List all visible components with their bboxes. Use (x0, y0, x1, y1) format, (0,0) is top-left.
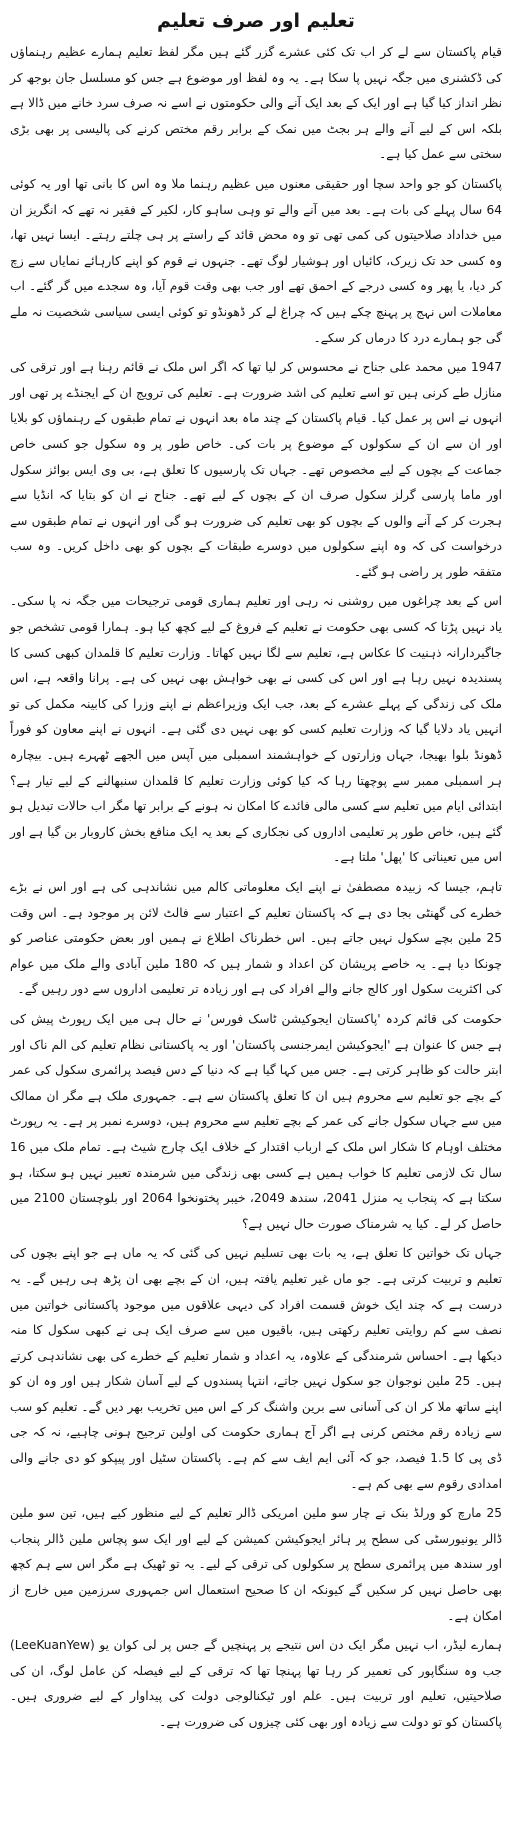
paragraph-5: تاہم، جیسا کہ زبیدہ مصطفیٰ نے اپنے ایک معلوماتی کالم میں نشاندہی کی ہے اور اس نے بڑے خطرے کی گھنٹی بجا دی ہے کہ پاکستان تعلیم کے اعتبار سے فالٹ لائن پر موجود ہے۔ اس وقت 25 ملین بچے سکول نہیں جاتے ہیں۔ اس خطرناک اطلاع نے ہمیں اور بعض حکومتی عناصر کو چونکا دیا ہے۔ یہ خاصے پریشان کن اعداد و شمار ہیں کہ 180 ملین آبادی والے ملک میں عوام کی اکثریت سکول اور کالج جانے والے افراد کی ہے اور زیادہ تر تعلیمی اداروں سے دور رہیں گے۔ (10, 880, 502, 997)
paragraph-2: پاکستان کو جو واحد سچا اور حقیقی معنوں میں عظیم رہنما ملا وہ اس کا بانی تھا اور یہ کوئی 64 سال پہلے کی بات ہے۔ بعد میں آنے والے تو وہی ساہو کار، لکیر کے فقیر نہ تھے کہ انگریز ان میں خداداد صلاحیتوں کی کمی تھی تو وہ محض قائد کے راستے پر ہی چلتے رہتے۔ ایسا نہیں تھا، وہ کسی حد تک زیرک، کائیاں اور ہوشیار لوگ تھے۔ جنہوں نے قوم کو اپنے کارہائے نمایاں سے زچ کر دیا، یا پھر وہ کسی درجے کے احمق تھے اور جب بھی وقت قوم آیا، وہ سجدے میں گر گئے۔ اب معاملات اس نہج پر پہنچ چکے ہیں کہ چراغ لے کر ڈھونڈو تو کوئی ایسی سیاسی شخصیت نہ ملے گی جو ہمارے درد کا درماں کر سکے۔ (10, 176, 502, 345)
paragraph-1: قیام پاکستان سے لے کر اب تک کئی عشرے گزر گئے ہیں مگر لفظ تعلیم ہمارے عظیم رہنماؤں کی ڈکشنری میں جگہ نہیں پا سکا ہے۔ یہ وہ لفظ اور موضوع ہے جس کو مسلسل جان بوجھ کر نظر انداز کیا گیا ہے اور ایک کے بعد ایک آنے والی حکومتوں نے اسے نہ صرف سرد خانے میں ڈالا ہے بلکہ اس کے لیے آنے والے ہر بجٹ میں نمک کے برابر رقم مختص کرنے کی پالیسی پر بھی بڑی سختی سے عمل کیا ہے۔ (10, 45, 502, 162)
article-title: تعلیم اور صرف تعلیم (157, 10, 355, 32)
paragraph-9: ہمارے لیڈر، اب نہیں مگر ایک دن اس نتیجے پر پہنچیں گے جس پر لی کوان یو (LeeKuanYew) جب وہ سنگاپور کی تعمیر کر رہا تھا پہنچا تھا کہ ترقی کے لیے فیصلہ کن عامل لوگ، ان کی صلاحیتیں، تعلیم اور تربیت ہیں۔ علم اور ٹیکنالوجی دولت کی پیداوار کے لیے ضروری ہیں۔ پاکستان کو تو دولت سے زیادہ اور بھی کئی چیزوں کی ضرورت ہے۔ (10, 1638, 502, 1729)
paragraph-4: اس کے بعد چراغوں میں روشنی نہ رہی اور تعلیم ہماری قومی ترجیحات میں جگہ نہ پا سکی۔ یاد نہیں پڑتا کہ کسی بھی حکومت نے تعلیم کے فروغ کے لیے کچھ کیا ہو۔ ہمارا قومی تشخص جو جاگیردارانہ ذہنیت کا عکاس ہے، تعلیم سے لگا نہیں کھاتا۔ وزارت تعلیم کا قلمدان کبھی کسی کا پسندیدہ نہیں رہا ہے اور اس کی کسی نے بھی خواہش بھی نہیں کی ہے۔ پرانا واقعہ ہے، اس ملک کی زندگی کے پہلے عشرے کے بعد، جب ایک وزیراعظم نے اپنے وزرا کی کابینہ مکمل کی تو انہیں یاد دلایا گیا کہ وزارت تعلیم کسی کو بھی نہیں دی گئی ہے۔ انہوں نے اپنے معاون کو فوراً ڈھونڈ بلوا بھیجا، جہاں وزارتوں کے خواہشمند اسمبلی میں آپس میں الجھے ٹھہرے ہیں۔ بیچارہ ہر اسمبلی ممبر سے پوچھتا رہا کہ کیا کوئی وزارت تعلیم کا قلمدان سنبھالنے کے لیے تیار ہے؟ ابتدائی ایام میں تعلیم سے کسی مالی فائدے کا امکان نہ ہونے کے برابر تھا مگر اب حالات تبدیل ہو گئے ہیں، خاص طور پر تعلیمی اداروں کی نجکاری کے بعد یہ ایک منافع بخش کاروبار بن گیا ہے اور اس میں تعیناتی کا 'پھل' ملتا ہے۔ (10, 594, 502, 865)
paragraph-3: 1947 میں محمد علی جناح نے محسوس کر لیا تھا کہ اگر اس ملک نے قائم رہنا ہے اور ترقی کی منازل طے کرنی ہیں تو اسے تعلیم کی اشد ضرورت ہے۔ تعلیم کی ترویج ان کے ایجنڈے پر تھی اور انہوں نے اس پر عمل کیا۔ قیام پاکستان کے چند ماہ بعد انہوں نے تمام طبقوں کے رہنماؤں کو بلایا اور ان سے ان کے سکولوں کے موضوع پر بات کی۔ خاص طور پر وہ سکول جو کسی خاص جماعت کے بچوں کے لیے مخصوص تھے۔ جہاں تک پارسیوں کا تعلق ہے، بی وی ایس بوائز سکول اور ماما پارسی گرلز سکول صرف ان کے بچوں کے لیے تھے۔ جناح نے ان کو بتایا کہ انڈیا سے ہجرت کر کے آنے والوں کے بچوں کو بھی تعلیم کی ضرورت ہو گی اور انہوں نے تمام طبقوں سے درخواست کی کہ وہ اپنے سکولوں میں دوسرے طبقات کے بچوں کو بھی داخل کریں۔ وہ سب متفقہ طور پر راضی ہو گئے۔ (10, 360, 502, 579)
paragraph-6: حکومت کی قائم کردہ 'پاکستان ایجوکیشن ٹاسک فورس' نے حال ہی میں ایک رپورٹ پیش کی ہے جس کا عنوان ہے 'ایجوکیشن ایمرجنسی پاکستان' اور یہ پاکستانی نظام تعلیم کی الم ناک اور ابتر حالت کو ظاہر کرتی ہے۔ جس میں کہا گیا ہے کہ دنیا کے دس فیصد پرائمری سکول کی عمر کے بچے جو تعلیم سے محروم ہیں ان کا تعلق پاکستان سے ہے۔ جمہوری ملک ہے مگر ان ممالک میں سے جہاں سکول جانے کی عمر کے بچے تعلیم سے محروم ہیں، دوسرے نمبر پر ہے۔ یہ رپورٹ مختلف اوہام کا شکار اس ملک کے ارباب اقتدار کے خلاف ایک چارج شیٹ ہے۔ تمام ملک میں 16 سال تک لازمی تعلیم کا خواب ہمیں ہے کسی بھی زندگی میں شرمندہ تعبیر نہیں ہو سکتا، ہو سکتا ہے کہ پنجاب یہ منزل 2041، سندھ 2049، خیبر پختونخوا 2064 اور بلوچستان 2100 میں حاصل کر لے۔ کیا یہ شرمناک صورت حال نہیں ہے؟ (10, 1011, 503, 1231)
paragraph-8: 25 مارچ کو ورلڈ بنک نے چار سو ملین امریکی ڈالر تعلیم کے لیے منظور کیے ہیں، تین سو ملین ڈالر یونیورسٹی کی سطح پر ہائر ایجوکیشن کمیشن کے لیے اور ایک سو پچاس ملین ڈالر پنجاب اور سندھ میں پرائمری سطح پر سکولوں کی ترقی کے لیے۔ یہ تو ٹھیک ہے مگر اس سے ہم کچھ بھی حاصل نہیں کر سکیں گے کیونکہ ان کا صحیح استعمال اس جمہوری سرزمین میں خارج از امکان ہے۔ (10, 1506, 502, 1623)
paragraph-7: جہاں تک خواتین کا تعلق ہے، یہ بات بھی تسلیم نہیں کی گئی کہ یہ ماں ہے جو اپنے بچوں کی تعلیم و تربیت کرتی ہے۔ جو ماں غیر تعلیم یافتہ ہیں، ان کے بچے بھی ان پڑھ ہی رہیں گے۔ یہ درست ہے کہ چند ایک خوش قسمت افراد کی دیہی علاقوں میں موجود پاکستانی خواتین میں نصف سے کم روایتی تعلیم رکھتی ہیں، باقیوں میں سے صرف ایک ہی نے کبھی سکول کا منہ دیکھا ہے۔ احساس شرمندگی کے علاوہ، یہ اعداد و شمار تعلیم کے خطرے کی بھی نشاندہی کرتے ہیں۔ 25 ملین نوجوان جو سکول نہیں جاتے، انتہا پسندوں کے لیے آسان شکار ہیں اور وہ ان کو اپنے ساتھ ملا کر ان کی آسانی سے برین واشنگ کر کے اس میں تخریب بھر دیں گے۔ تعلیم کو سب سے زیادہ رقم مختص کرنی ہے اگر آج ہماری حکومت کی اولین ترجیح ہونی چاہیے، نہ کہ جی ڈی پی کا 1.5 فیصد، جو کہ آئی ایم ایف سے کم ہے۔ پاکستان سٹیل اور پیپکو کو دی جانے والی امدادی رقوم سے بھی کم ہے۔ (10, 1246, 502, 1491)
